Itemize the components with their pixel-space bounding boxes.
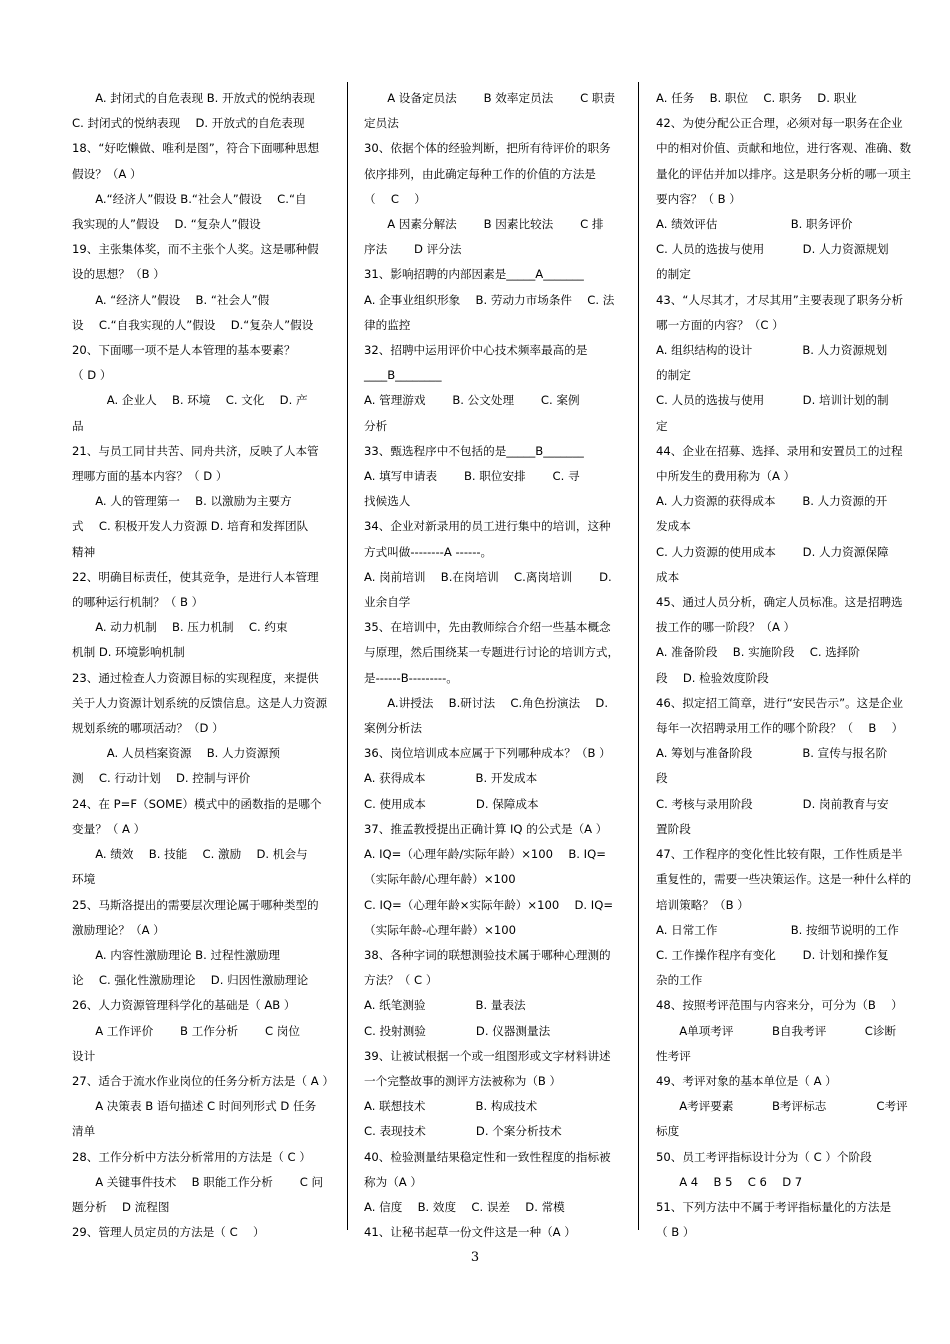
text-line: A考评要素 B考评标志 C考评	[656, 1099, 908, 1114]
text-line: 案例分析法	[364, 721, 422, 736]
text-line: 测 C. 行动计划 D. 控制与评价	[72, 771, 251, 786]
text-line: 变量？（ A ）	[72, 821, 146, 836]
text-line: A 关键事件技术 B 职能工作分析 C 问	[72, 1174, 324, 1189]
text-line: 50、员工考评指标设计分为（ C ）个阶段	[656, 1149, 872, 1164]
text-line: A 工作评价 B 工作分析 C 岗位	[72, 1023, 300, 1038]
text-line: 47、工作程序的变化性比较有限，工作性质是半	[656, 847, 903, 862]
text-line: 论 C. 强化性激励理论 D. 归因性激励理论	[72, 973, 309, 988]
text-line: 培训策略？（B ）	[656, 897, 749, 912]
text-line: 序法 D 评分法	[364, 242, 462, 257]
text-line: C. 表现技术 D. 个案分析技术	[364, 1124, 562, 1139]
text-line: 30、依据个体的经验判断，把所有待评价的职务	[364, 141, 611, 156]
text-line: 21、与员工同甘共苦、同舟共济，反映了人本管	[72, 443, 319, 458]
text-line: 37、推孟教授提出正确计算 IQ 的公式是（A ）	[364, 821, 608, 836]
text-line: 42、为使分配公正合理，必须对每一职务在企业	[656, 116, 903, 131]
text-line: 方式叫做--------A ------。	[364, 544, 493, 559]
text-line: C. 投射测验 D. 仪器测量法	[364, 1023, 551, 1038]
text-line: A. 企业人 B. 环境 C. 文化 D. 产	[72, 393, 308, 408]
column-divider-right	[638, 82, 639, 1230]
text-line: 是------B---------。	[364, 670, 458, 685]
text-line: 找候选人	[364, 494, 411, 509]
text-line: 的制定	[656, 368, 691, 383]
text-line: 拔工作的哪一阶段？（A ）	[656, 620, 796, 635]
text-line: A.讲授法 B.研讨法 C.角色扮演法 D.	[364, 695, 609, 710]
text-line: A. 内容性激励理论 B. 过程性激励理	[72, 947, 281, 962]
text-line: 一个完整故事的测评方法被称为（B ）	[364, 1073, 562, 1088]
text-line: 中所发生的费用称为（A ）	[656, 469, 796, 484]
text-line: 品	[72, 418, 84, 433]
text-line: 环境	[72, 872, 96, 887]
text-line: ____B________	[364, 368, 442, 383]
text-line: A. 动力机制 B. 压力机制 C. 约束	[72, 620, 288, 635]
text-line: A 因素分解法 B 因素比较法 C 排	[364, 217, 604, 232]
text-line: A. 日常工作 B. 按细节说明的工作	[656, 922, 899, 937]
text-line: 29、管理人员定员的方法是（ C ）	[72, 1225, 265, 1240]
text-line: A. 筹划与准备阶段 B. 宣传与报名阶	[656, 746, 888, 761]
text-line: A. IQ=（心理年龄/实际年龄）×100 B. IQ=	[364, 847, 606, 862]
text-line: 19、主张集体奖，而不主张个人奖。这是哪种假	[72, 242, 319, 257]
text-line: 设的思想？（B ）	[72, 267, 165, 282]
text-line: C. 考核与录用阶段 D. 岗前教育与安	[656, 796, 889, 811]
text-line: A. 人的管理第一 B. 以激励为主要方	[72, 494, 292, 509]
text-line: C. 使用成本 D. 保障成本	[364, 796, 539, 811]
text-line: C. 封闭式的悦纳表现 D. 开放式的自危表现	[72, 116, 305, 131]
text-line: 26、人力资源管理科学化的基础是（ AB ）	[72, 998, 296, 1013]
text-line: 33、甄选程序中不包括的是_____B_______	[364, 443, 584, 458]
text-column-right	[656, 86, 918, 1245]
text-column-middle	[364, 86, 626, 1245]
text-line: A. “经济人”假设 B. “社会人”假	[72, 292, 270, 307]
text-line: 24、在 P=F（SOME）模式中的函数指的是哪个	[72, 796, 322, 811]
text-line: A 决策表 B 语句描述 C 时间列形式 D 任务	[72, 1099, 317, 1114]
text-line: 36、岗位培训成本应属于下列哪种成本？（B ）	[364, 746, 611, 761]
text-line: A. 管理游戏 B. 公文处理 C. 案例	[364, 393, 580, 408]
text-line: 32、招聘中运用评价中心技术频率最高的是	[364, 343, 588, 358]
text-line: （ D ）	[72, 368, 112, 383]
text-line: 31、影响招聘的内部因素是_____A_______	[364, 267, 584, 282]
text-line: 44、企业在招募、选择、录用和安置员工的过程	[656, 443, 903, 458]
text-line: A. 纸笔测验 B. 量表法	[364, 998, 526, 1013]
text-line: 设 C.“自我实现的人”假设 D.“复杂人”假设	[72, 317, 314, 332]
text-line: 成本	[656, 569, 680, 584]
text-line: C. 人员的选拔与使用 D. 人力资源规划	[656, 242, 889, 257]
text-line: 34、企业对新录用的员工进行集中的培训，这种	[364, 519, 611, 534]
text-line: 20、下面哪一项不是人本管理的基本要素？	[72, 343, 296, 358]
text-line: 重复性的，需要一些决策运作。这是一种什么样的	[656, 872, 912, 887]
text-line: A. 绩效 B. 技能 C. 激励 D. 机会与	[72, 847, 308, 862]
text-line: C. 人员的选拔与使用 D. 培训计划的制	[656, 393, 889, 408]
text-line: 要内容？（ B ）	[656, 191, 741, 206]
text-line: 式 C. 积极开发人力资源 D. 培育和发挥团队	[72, 519, 309, 534]
text-line: 45、通过人员分析，确定人员标准。这是招聘选	[656, 595, 903, 610]
text-line: 关于人力资源计划系统的反馈信息。这是人力资源	[72, 695, 328, 710]
text-line: 量化的评估并加以排序。这是职务分析的哪一项主	[656, 166, 912, 181]
text-line: 定	[656, 418, 668, 433]
text-line: 理哪方面的基本内容？（ D ）	[72, 469, 228, 484]
text-line: 48、按照考评范围与内容来分，可分为（B ）	[656, 998, 903, 1013]
text-line: A. 企事业组织形象 B. 劳动力市场条件 C. 法	[364, 292, 615, 307]
text-line: 业余自学	[364, 595, 411, 610]
text-line: A. 获得成本 B. 开发成本	[364, 771, 538, 786]
text-line: 规划系统的哪项活动？（D ）	[72, 721, 224, 736]
text-line: 35、在培训中，先由教师综合介绍一些基本概念	[364, 620, 611, 635]
text-line: A. 岗前培训 B.在岗培训 C.离岗培训 D.	[364, 569, 612, 584]
text-line: 39、让被试根据一个或一组图形或文字材料讲述	[364, 1048, 611, 1063]
text-line: 发成本	[656, 519, 691, 534]
text-line: A 4 B 5 C 6 D 7	[656, 1174, 803, 1189]
text-line: A单项考评 B自我考评 C诊断	[656, 1023, 897, 1038]
text-line: 性考评	[656, 1048, 691, 1063]
text-line: 题分析 D 流程图	[72, 1199, 170, 1214]
text-line: A. 填写申请表 B. 职位安排 C. 寻	[364, 469, 580, 484]
text-line: 分析	[364, 418, 388, 433]
text-line: 22、明确目标责任，使其竞争，是进行人本管理	[72, 569, 319, 584]
column-divider-left	[347, 82, 348, 1230]
text-line: 与原理，然后围绕某一专题进行讨论的培训方式，	[364, 645, 620, 660]
text-line: 我实现的人”假设 D. “复杂人”假设	[72, 217, 261, 232]
text-line: 51、下列方法中不属于考评指标量化的方法是	[656, 1199, 892, 1214]
text-line: 机制 D. 环境影响机制	[72, 645, 185, 660]
text-line: 杂的工作	[656, 973, 703, 988]
text-line: A. 任务 B. 职位 C. 职务 D. 职业	[656, 91, 857, 105]
text-line: A.“经济人”假设 B.“社会人”假设 C.“自	[72, 191, 307, 206]
text-line: （ B ）	[656, 1225, 695, 1240]
text-line: A. 绩效评估 B. 职务评价	[656, 217, 853, 232]
text-line: （ C ）	[364, 191, 426, 206]
text-line: 38、各种字词的联想测验技术属于哪种心理测的	[364, 947, 611, 962]
text-line: 46、拟定招工简章，进行“安民告示”。这是企业	[656, 695, 904, 710]
text-line: A. 封闭式的自危表现 B. 开放式的悦纳表现	[72, 91, 315, 105]
text-line: 18、“好吃懒做、唯利是图”，符合下面哪种思想	[72, 141, 320, 156]
text-line: 的制定	[656, 267, 691, 282]
text-line: （实际年龄-心理年龄）×100	[364, 922, 516, 937]
text-line: A. 组织结构的设计 B. 人力资源规划	[656, 343, 888, 358]
text-line: 27、适合于流水作业岗位的任务分析方法是（ A ）	[72, 1073, 334, 1088]
text-line: 设计	[72, 1048, 96, 1063]
text-line: 的哪种运行机制？（ B ）	[72, 595, 204, 610]
text-line: 25、马斯洛提出的需要层次理论属于哪种类型的	[72, 897, 319, 912]
text-line: A 设备定员法 B 效率定员法 C 职责	[364, 91, 616, 105]
text-line: 哪一方面的内容？（C ）	[656, 317, 784, 332]
text-line: 称为（A ）	[364, 1174, 422, 1189]
text-line: 40、检验测量结果稳定性和一致性程度的指标被	[364, 1149, 611, 1164]
text-line: 精神	[72, 544, 96, 559]
text-line: 每年一次招聘录用工作的哪个阶段？（ B ）	[656, 721, 904, 736]
text-line: 43、“人尽其才，才尽其用”主要表现了职务分析	[656, 292, 904, 307]
text-line: 段	[656, 771, 668, 786]
text-line: 清单	[72, 1124, 96, 1139]
text-line: A. 准备阶段 B. 实施阶段 C. 选择阶	[656, 645, 860, 660]
text-line: 方法？（ C ）	[364, 973, 438, 988]
text-line: A. 人力资源的获得成本 B. 人力资源的开	[656, 494, 888, 509]
text-line: 定员法	[364, 116, 399, 131]
text-line: A. 信度 B. 效度 C. 误差 D. 常模	[364, 1199, 565, 1214]
text-column-left	[72, 86, 334, 1245]
text-line: C. 人力资源的使用成本 D. 人力资源保障	[656, 544, 889, 559]
text-line: 假设？（A ）	[72, 166, 142, 181]
page-number: 3	[470, 1250, 480, 1265]
text-line: 41、让秘书起草一份文件这是一种（A ）	[364, 1225, 576, 1240]
text-line: A. 人员档案资源 B. 人力资源预	[72, 746, 281, 761]
text-line: 标度	[656, 1124, 680, 1139]
text-line: 依序排列，由此确定每种工作的价值的方法是	[364, 166, 596, 181]
text-line: 激励理论？（A ）	[72, 922, 165, 937]
text-line: C. 工作操作程序有变化 D. 计划和操作复	[656, 947, 889, 962]
text-line: 28、工作分析中方法分析常用的方法是（ C ）	[72, 1149, 311, 1164]
text-line: 49、考评对象的基本单位是（ A ）	[656, 1073, 837, 1088]
text-line: 23、通过检查人力资源目标的实现程度，来提供	[72, 670, 319, 685]
text-line: （实际年龄/心理年龄）×100	[364, 872, 516, 887]
text-line: 段 D. 检验效度阶段	[656, 670, 769, 685]
text-line: 律的监控	[364, 317, 411, 332]
text-line: 中的相对价值、贡献和地位，进行客观、准确、数	[656, 141, 912, 156]
text-line: C. IQ=（心理年龄×实际年龄）×100 D. IQ=	[364, 897, 614, 912]
text-line: 置阶段	[656, 821, 691, 836]
text-line: A. 联想技术 B. 构成技术	[364, 1099, 538, 1114]
